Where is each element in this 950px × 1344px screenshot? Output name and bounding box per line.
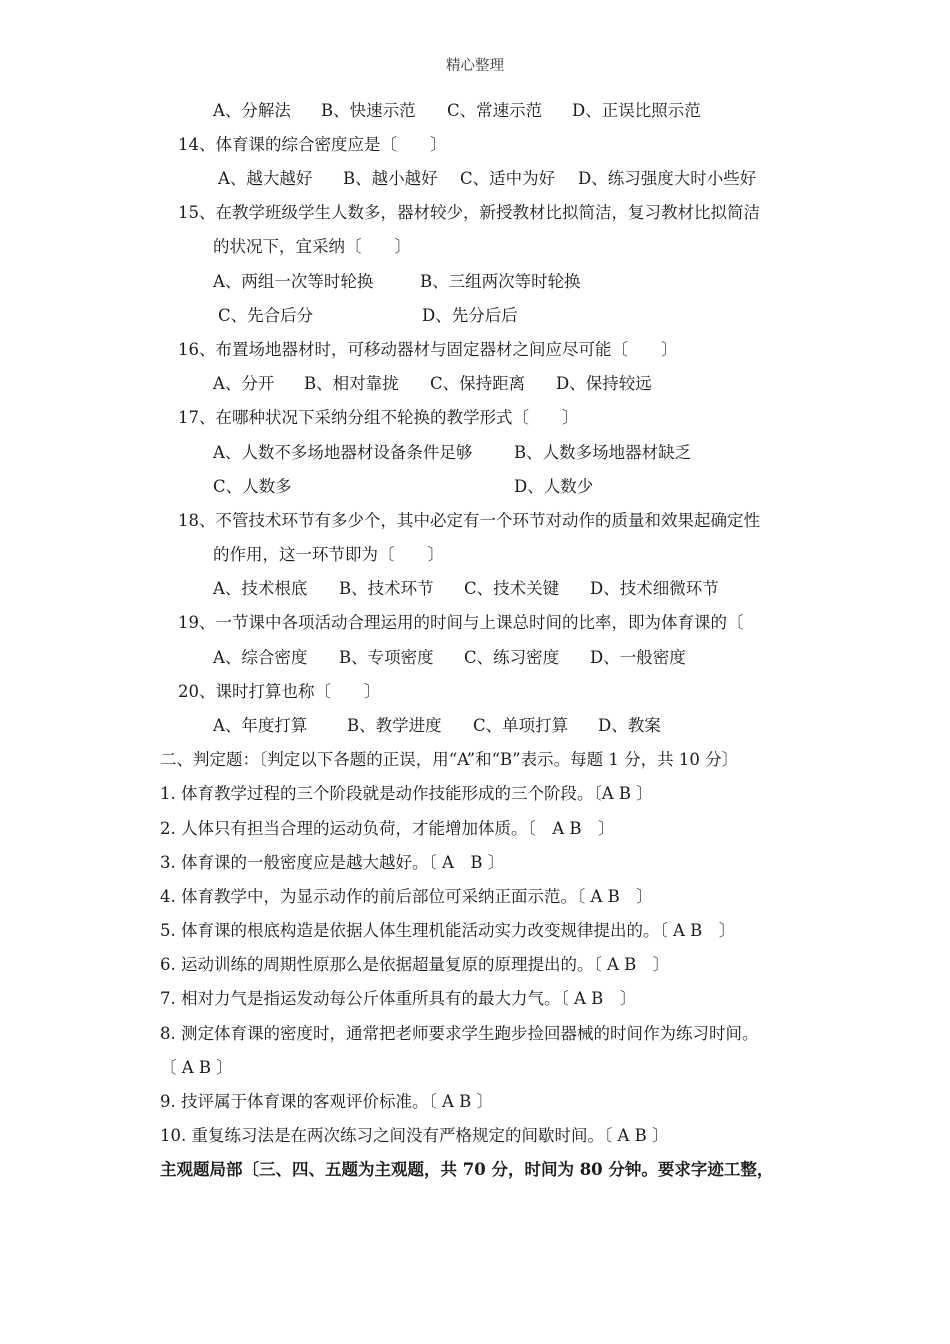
answer-option: A、年度打算: [213, 716, 308, 735]
answer-option: D、练习强度大时小些好: [578, 169, 757, 188]
answer-option: D、保持较远: [556, 374, 652, 393]
section-heading: 主观题局部〔三、四、五题为主观题，共 70 分，时间为 80 分钟。要求字迹工整，: [160, 1160, 774, 1179]
answer-option: C、人数多: [213, 477, 292, 496]
judgement-item: 7. 相对力气是指运发动每公斤体重所具有的最大力气。〔 A B 〕: [160, 989, 637, 1008]
answer-option: C、常速示范: [447, 101, 543, 120]
judgement-item: 二、判定题：〔判定以下各题的正误，用“A”和“B”表示。每题 1 分，共 10 分〕: [160, 750, 739, 769]
answer-option: D、人数少: [514, 477, 594, 496]
judgement-item: 5. 体育课的根底构造是依据人体生理机能活动实力改变规律提出的。〔 A B 〕: [160, 921, 736, 940]
question-continuation: 的作用，这一环节即为〔 〕: [213, 545, 444, 564]
answer-option: B、教学进度: [347, 716, 442, 735]
judgement-item: 3. 体育课的一般密度应是越大越好。〔 A B 〕: [160, 853, 505, 872]
question-text: 20、课时打算也称〔 〕: [178, 682, 381, 701]
answer-option: A、分开: [213, 374, 275, 393]
judgement-item: 〔 A B 〕: [160, 1058, 233, 1077]
question-text: 15、在教学班级学生人数多，器材较少，新授教材比拟简洁，复习教材比拟简洁: [178, 203, 760, 222]
judgement-item: 4. 体育教学中，为显示动作的前后部位可采纳正面示范。〔 A B 〕: [160, 887, 653, 906]
judgement-item: 8. 测定体育课的密度时，通常把老师要求学生跑步捡回器械的时间作为练习时间。: [160, 1024, 759, 1043]
answer-option: A、越大越好: [218, 169, 313, 188]
answer-option: D、技术细微环节: [590, 579, 719, 598]
answer-option: B、人数多场地器材缺乏: [514, 443, 692, 462]
answer-option: A、分解法: [213, 101, 291, 120]
judgement-item: 2. 人体只有担当合理的运动负荷，才能增加体质。〔 A B 〕: [160, 819, 615, 838]
answer-option: A、综合密度: [213, 648, 308, 667]
answer-option: A、技术根底: [213, 579, 308, 598]
judgement-item: 1. 体育教学过程的三个阶段就是动作技能形成的三个阶段。〔A B 〕: [160, 784, 653, 803]
answer-option: B、专项密度: [339, 648, 434, 667]
question-text: 17、在哪种状况下采纳分组不轮换的教学形式〔 〕: [178, 408, 579, 427]
answer-option: C、适中为好: [460, 169, 556, 188]
answer-option: B、快速示范: [321, 101, 416, 120]
answer-option: D、一般密度: [590, 648, 686, 667]
answer-option: C、练习密度: [464, 648, 560, 667]
judgement-item: 9. 技评属于体育课的客观评价标准。〔 A B 〕: [160, 1092, 494, 1111]
answer-option: D、正误比照示范: [572, 101, 701, 120]
question-text: 14、体育课的综合密度应是〔 〕: [178, 135, 447, 154]
answer-option: D、教案: [598, 716, 661, 735]
question-text: 16、布置场地器材时，可移动器材与固定器材之间应尽可能〔 〕: [178, 340, 678, 359]
answer-option: C、保持距离: [430, 374, 526, 393]
answer-option: A、人数不多场地器材设备条件足够: [213, 443, 473, 462]
answer-option: B、相对靠拢: [304, 374, 399, 393]
question-text: 18、不管技术环节有多少个，其中必定有一个环节对动作的质量和效果起确定性: [178, 511, 760, 530]
answer-option: C、单项打算: [473, 716, 569, 735]
judgement-item: 10. 重复练习法是在两次练习之间没有严格规定的间歇时间。〔 A B 〕: [160, 1126, 669, 1145]
answer-option: D、先分后后: [422, 306, 518, 325]
answer-option: A、两组一次等时轮换: [213, 272, 374, 291]
answer-option: C、先合后分: [218, 306, 314, 325]
answer-option: B、技术环节: [339, 579, 434, 598]
page-header: 精心整理: [446, 58, 504, 74]
answer-option: B、越小越好: [343, 169, 438, 188]
question-text: 19、一节课中各项活动合理运用的时间与上课总时间的比率，即为体育课的〔: [178, 613, 744, 632]
question-continuation: 的状况下，宜采纳〔 〕: [213, 237, 411, 256]
judgement-item: 6. 运动训练的周期性原那么是依据超量复原的原理提出的。〔 A B 〕: [160, 955, 670, 974]
answer-option: C、技术关键: [464, 579, 560, 598]
answer-option: B、三组两次等时轮换: [420, 272, 581, 291]
